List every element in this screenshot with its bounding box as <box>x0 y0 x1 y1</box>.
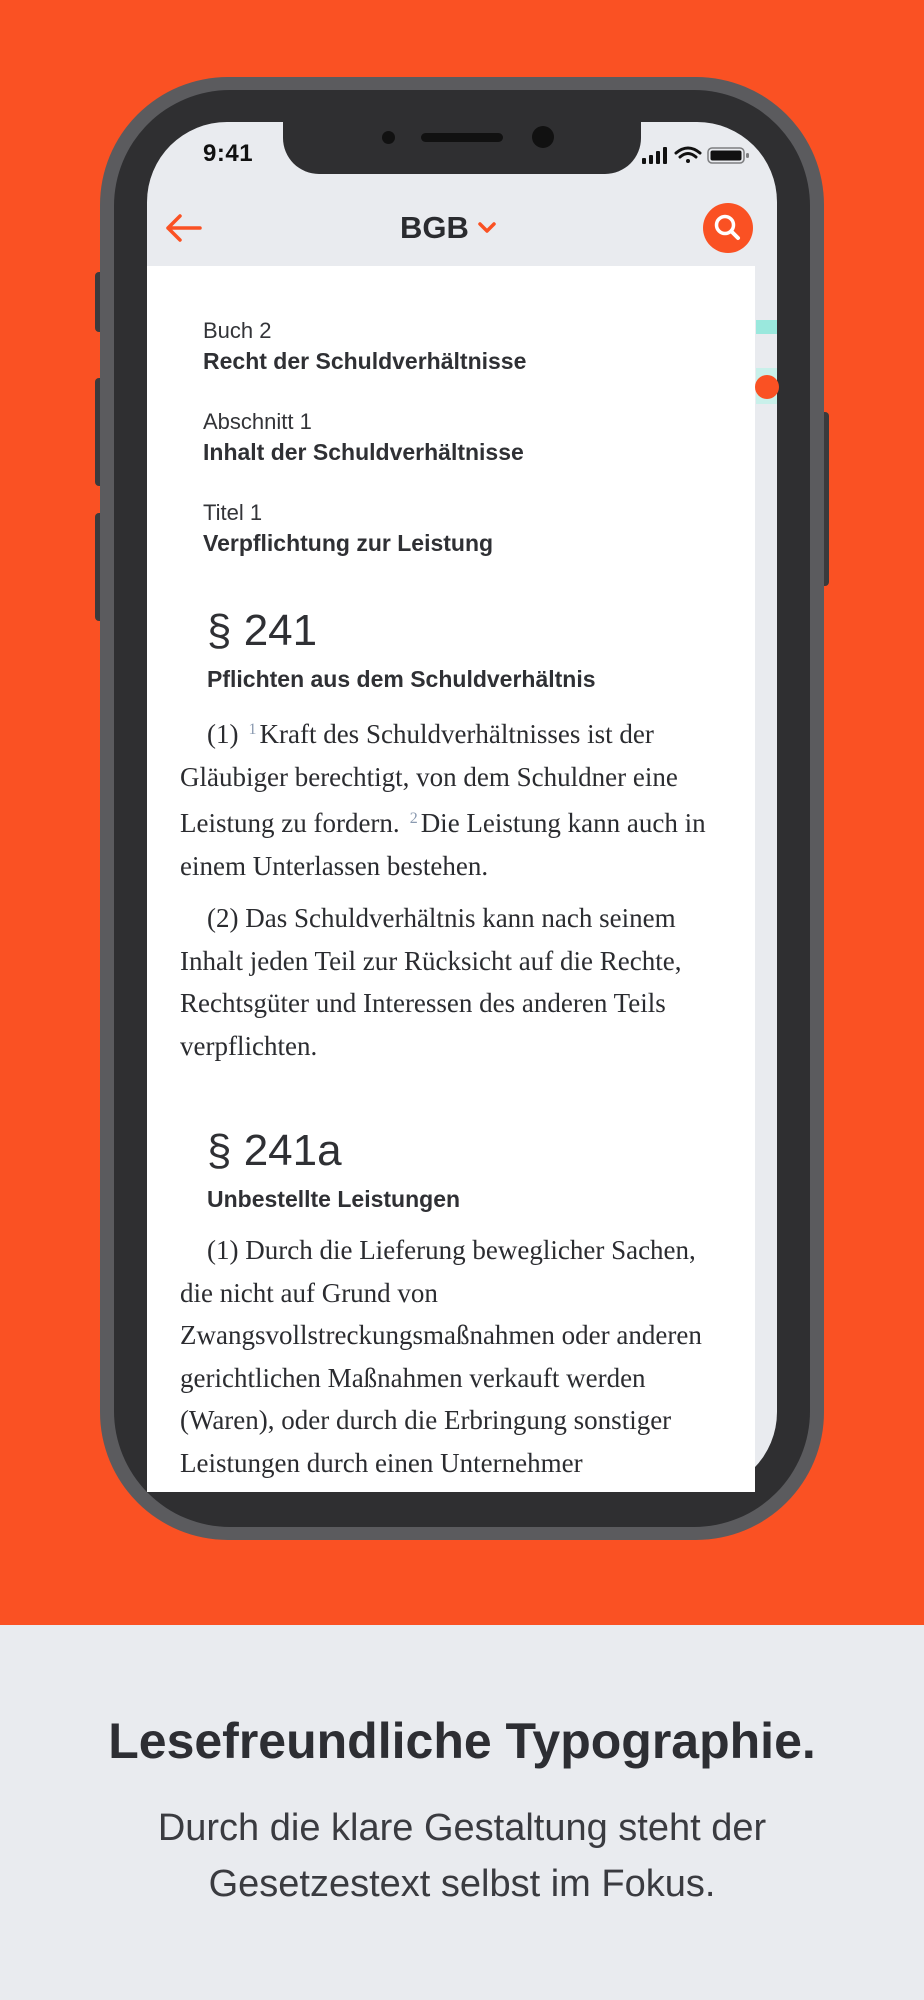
code-selector[interactable] <box>400 208 497 248</box>
phone-notch <box>283 122 641 174</box>
section-number: § 241 <box>207 606 318 655</box>
paragraph <box>180 897 720 1067</box>
caption-subtitle-line: Gesetzestext selbst im Fokus. <box>208 1863 716 1905</box>
caption-title: Lesefreundliche Typographie. <box>108 1713 816 1769</box>
search-button[interactable] <box>703 203 753 253</box>
caption-subtitle-line: Durch die klare Gestaltung steht der <box>157 1807 767 1849</box>
structure-title: Inhalt der Schuldverhältnisse <box>203 439 524 465</box>
sentence-number: 2 <box>409 810 418 827</box>
scroll-thumb[interactable] <box>755 375 779 399</box>
status-icons <box>640 145 752 165</box>
section-body <box>180 1229 720 1484</box>
structure-title: Verpflichtung zur Leistung <box>203 530 494 556</box>
section-number: § 241a <box>207 1126 342 1175</box>
paragraph-label: (1) <box>207 1235 239 1265</box>
structure-level: Abschnitt 1 <box>203 409 312 434</box>
structure-level: Buch 2 <box>203 318 272 343</box>
sentence-number: 1 <box>248 721 257 738</box>
paragraph-text: Durch die Lieferung beweglicher Sachen, die nicht auf Grund von Zwangsvollstreckungsmaßnahmen oder anderen gerichtlichen Maßnahmen verkauft werden (Waren), oder durch die Erbringung sonstiger Leistungen durch einen Unternehmer <box>180 1235 702 1478</box>
nav-title: BGB <box>400 210 469 245</box>
caption-subtitle <box>0 1800 924 1912</box>
paragraph <box>180 1229 720 1484</box>
wifi-icon <box>676 148 700 163</box>
status-time: 9:41 <box>203 140 254 167</box>
section-body <box>180 709 720 1067</box>
phone-camera <box>532 126 554 148</box>
structure-level: Titel 1 <box>203 500 263 525</box>
back-button[interactable] <box>162 206 206 250</box>
phone-speaker <box>421 133 503 142</box>
structure-title: Recht der Schuldverhältnisse <box>203 348 527 374</box>
paragraph-text: Das Schuldverhältnis kann nach seinem Inhalt jeden Teil zur Rücksicht auf die Rechte, Rechtsgüter und Interessen des anderen Teils verpflichten. <box>180 903 682 1061</box>
paragraph-label: (1) <box>207 719 239 749</box>
section-title: Unbestellte Leistungen <box>207 1186 461 1212</box>
paragraph <box>180 709 720 887</box>
structure-book <box>203 316 526 376</box>
chevron-down-icon <box>477 221 497 235</box>
structure-section <box>203 407 524 467</box>
paragraph-label: (2) <box>207 903 239 933</box>
structure-title-block <box>203 498 493 558</box>
scroll-track-marker <box>756 320 777 334</box>
sentence-text: Kraft des Schuldverhältnisses ist der Gläubiger berechtigt, von dem Schuldner eine Leistung zu fordern. <box>180 719 678 838</box>
signal-icon <box>642 147 667 164</box>
back-arrow-icon <box>162 206 206 250</box>
phone-sensor <box>382 131 395 144</box>
law-content[interactable] <box>147 266 755 1492</box>
battery-icon <box>708 148 749 163</box>
section-title: Pflichten aus dem Schuldverhältnis <box>207 666 596 692</box>
sentence-text: Die Leistung kann auch in einem Unterlassen bestehen. <box>180 808 706 881</box>
search-icon <box>703 203 753 253</box>
